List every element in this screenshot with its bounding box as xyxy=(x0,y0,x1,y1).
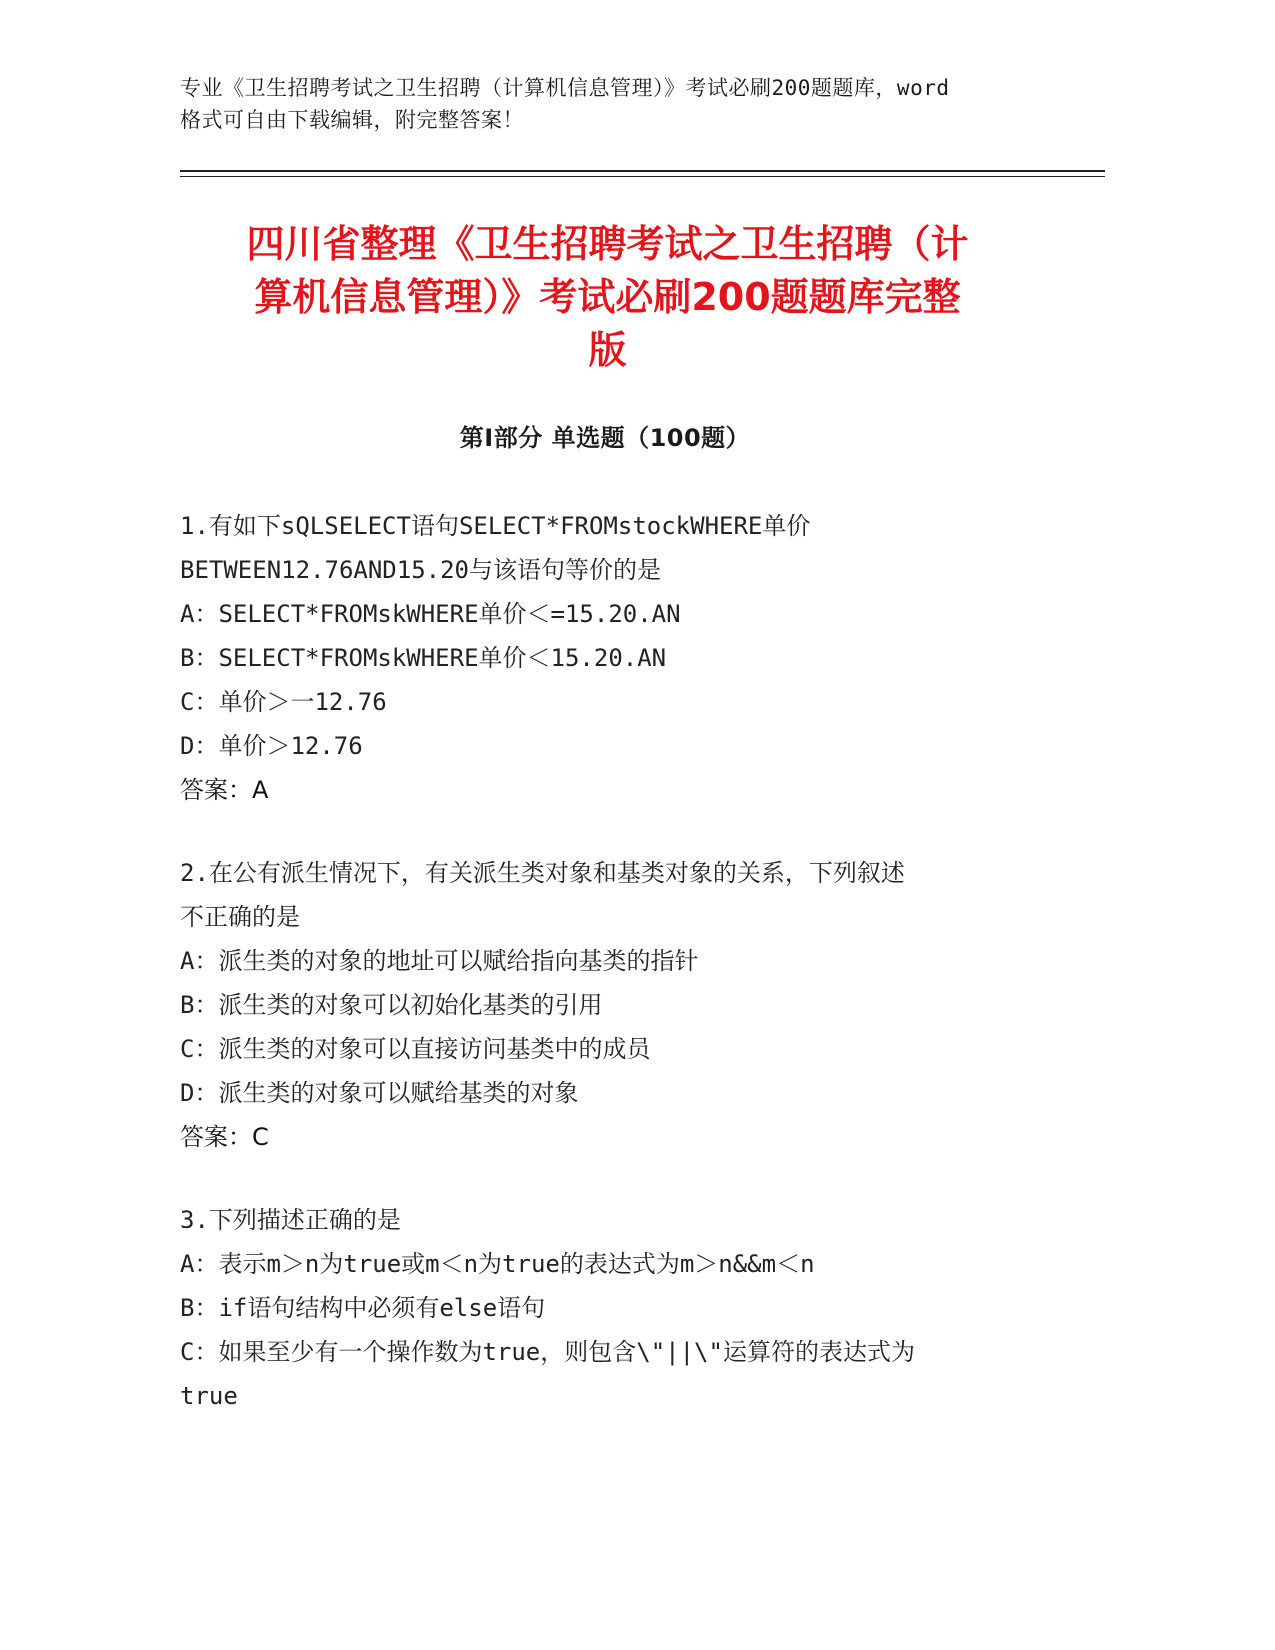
option-a: A：派生类的对象的地址可以赋给指向基类的指针 xyxy=(180,947,699,975)
question-1 xyxy=(180,504,1030,812)
question-2 xyxy=(180,851,1030,1159)
question-stem-line: BETWEEN12.76AND15.20与该语句等价的是 xyxy=(180,556,661,584)
option-c: C：单价＞一12.76 xyxy=(180,688,387,716)
header-divider-thick xyxy=(180,170,1105,172)
document-title-line-1: 四川省整理《卫生招聘考试之卫生招聘（计 xyxy=(246,222,969,266)
option-b: B：SELECT*FROMskWHERE单价＜15.20.AN xyxy=(180,644,667,672)
question-stem-line: 3.下列描述正确的是 xyxy=(180,1206,401,1234)
header-divider-thin xyxy=(180,176,1105,177)
document-title xyxy=(185,218,1030,377)
header-note xyxy=(180,72,1060,136)
option-b: B：if语句结构中必须有else语句 xyxy=(180,1294,546,1322)
header-note-line-2: 格式可自由下载编辑，附完整答案！ xyxy=(180,108,524,132)
document-title-line-2: 算机信息管理）》考试必刷200题题库完整 xyxy=(254,275,961,319)
section-title: 第Ⅰ部分 单选题（100题） xyxy=(459,424,751,452)
option-d: D：派生类的对象可以赋给基类的对象 xyxy=(180,1079,579,1107)
question-3 xyxy=(180,1198,1030,1418)
question-stem-line: 不正确的是 xyxy=(180,903,300,931)
question-stem-line: 1.有如下sQLSELECT语句SELECT*FROMstockWHERE单价 xyxy=(180,512,811,540)
option-a: A：SELECT*FROMskWHERE单价＜=15.20.AN xyxy=(180,600,681,628)
option-b: B：派生类的对象可以初始化基类的引用 xyxy=(180,991,603,1019)
option-c-continued: true xyxy=(180,1382,238,1410)
option-c: C：如果至少有一个操作数为true，则包含\"||\"运算符的表达式为 xyxy=(180,1338,915,1366)
option-c: C：派生类的对象可以直接访问基类中的成员 xyxy=(180,1035,651,1063)
document-title-line-3: 版 xyxy=(588,328,627,372)
option-a: A：表示m＞n为true或m＜n为true的表达式为m＞n&&m＜n xyxy=(180,1250,815,1278)
answer-line: 答案：A xyxy=(180,776,269,804)
header-note-line-1: 专业《卫生招聘考试之卫生招聘（计算机信息管理）》考试必刷200题题库，word xyxy=(180,76,950,100)
question-stem-line: 2.在公有派生情况下，有关派生类对象和基类对象的关系，下列叙述 xyxy=(180,859,905,887)
answer-line: 答案：C xyxy=(180,1123,269,1151)
option-d: D：单价＞12.76 xyxy=(180,732,363,760)
